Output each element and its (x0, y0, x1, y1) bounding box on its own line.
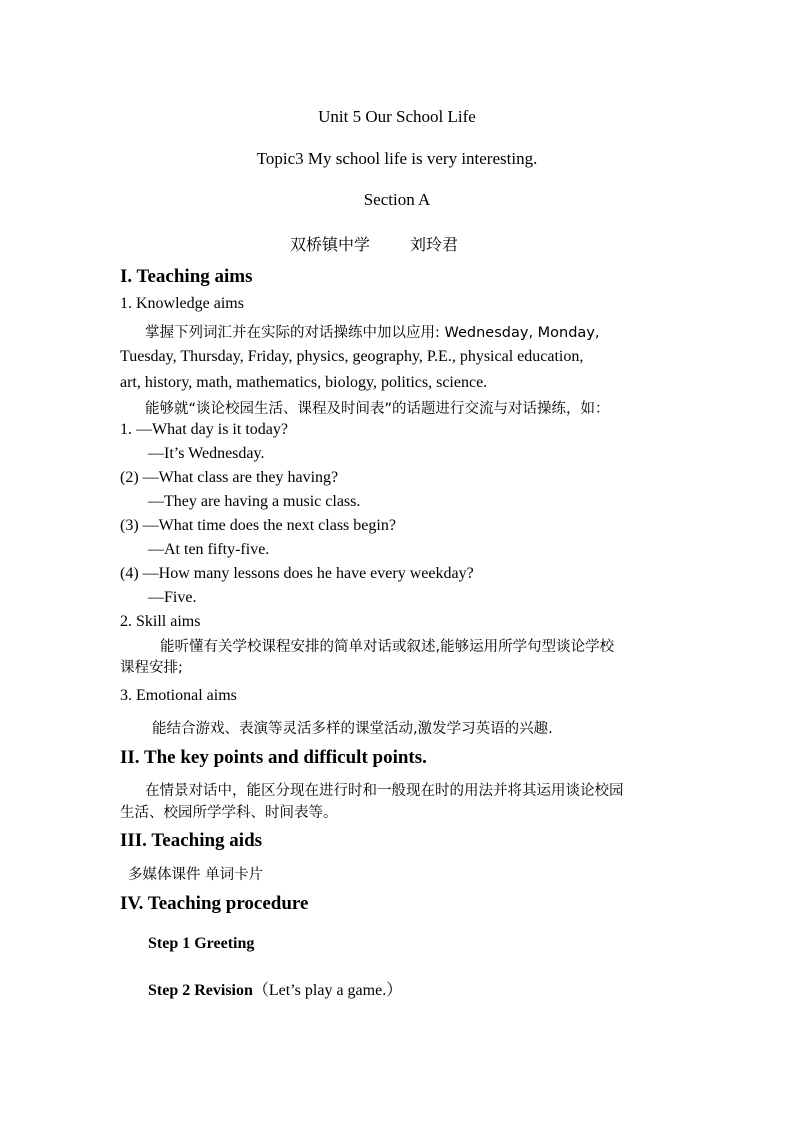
dialogue-1-question: 1. —What day is it today? (120, 421, 288, 438)
dialogue-3-answer: —At ten fifty-five. (148, 541, 270, 558)
step-2-note: （Let’s play a game.） (252, 982, 403, 999)
key-points-line-1: 在情景对话中，能区分现在进行时和一般现在时的用法并将其运用谈论校园 (145, 783, 624, 799)
teaching-procedure-heading: IV. Teaching procedure (120, 893, 309, 914)
skill-line-2: 课程安排; (120, 660, 183, 676)
step-2-label: Step 2 Revision (148, 982, 253, 999)
topic-title: Topic3 My school life is very interesting. (256, 149, 538, 168)
step-2-revision (148, 977, 402, 1000)
dialogue-4-question: (4) —How many lessons does he have every weekday? (120, 565, 474, 582)
knowledge-aims-heading: 1. Knowledge aims (120, 295, 244, 312)
knowledge-line-1: 掌握下列词汇并在实际的对话操练中加以应用: Wednesday, Monday, (145, 325, 600, 341)
dialogue-2-question: (2) —What class are they having? (120, 469, 339, 486)
dialogue-3-question: (3) —What time does the next class begin? (120, 517, 396, 534)
teaching-aids-line: 多媒体课件 单词卡片 (128, 867, 264, 883)
skill-aims-heading: 2. Skill aims (120, 613, 201, 630)
author-school: 双桥镇中学 (290, 235, 371, 254)
step-1-greeting: Step 1 Greeting (148, 935, 255, 952)
dialogue-2-answer: —They are having a music class. (148, 493, 361, 510)
teaching-aids-heading: III. Teaching aids (120, 830, 263, 851)
knowledge-line-3: art, history, math, mathematics, biology, politics, science. (120, 374, 488, 391)
knowledge-line-4: 能够就“谈论校园生活、课程及时间表”的话题进行交流与对话操练，如： (145, 401, 610, 417)
dialogue-4-answer: —Five. (148, 589, 197, 606)
teaching-aims-heading: I. Teaching aims (120, 266, 253, 287)
dialogue-1-answer: —It’s Wednesday. (148, 445, 265, 462)
key-points-line-2: 生活、校园所学学科、时间表等。 (120, 805, 338, 821)
key-points-heading: II. The key points and difficult points. (120, 747, 427, 768)
skill-line-1: 能听懂有关学校课程安排的简单对话或叙述,能够运用所学句型谈论学校 (160, 639, 615, 655)
author-name: 刘玲君 (410, 235, 459, 254)
emotional-line-1: 能结合游戏、表演等灵活多样的课堂活动,激发学习英语的兴趣. (152, 721, 553, 737)
section-title: Section A (363, 190, 431, 209)
unit-title: Unit 5 Our School Life (318, 107, 476, 126)
emotional-aims-heading: 3. Emotional aims (120, 687, 237, 704)
knowledge-line-2: Tuesday, Thursday, Friday, physics, geography, P.E., physical education, (120, 348, 584, 365)
